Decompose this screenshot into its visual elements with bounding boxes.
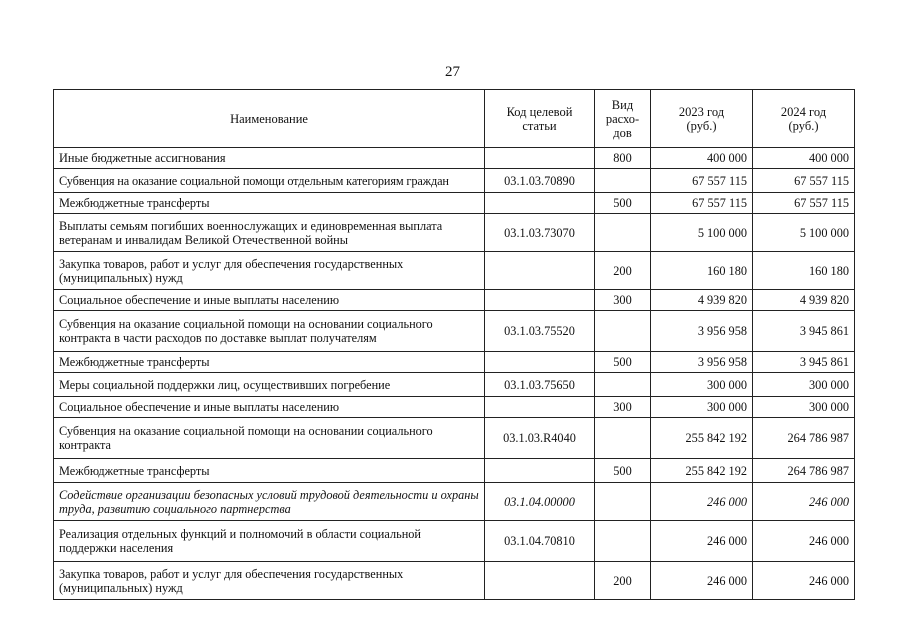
row-2023: 67 557 115 [651,169,753,193]
row-vid [595,311,651,352]
table-row [54,562,855,600]
row-code [485,290,595,311]
row-code: 03.1.03.73070 [485,214,595,252]
table-row [54,373,855,397]
row-vid [595,483,651,521]
row-2024: 67 557 115 [753,193,855,214]
row-code: 03.1.03.70890 [485,169,595,193]
row-name: Субвенция на оказание социальной помощи на основании социального контракта [54,418,485,459]
table-row [54,521,855,562]
row-2024: 3 945 861 [753,311,855,352]
row-vid [595,373,651,397]
row-vid: 200 [595,562,651,600]
row-2023: 3 956 958 [651,352,753,373]
row-vid: 300 [595,290,651,311]
row-name: Субвенция на оказание социальной помощи на основании социального контракта в части расходов по доставке выплат получателям [54,311,485,352]
row-2023: 160 180 [651,252,753,290]
table-row [54,214,855,252]
row-code [485,397,595,418]
header-name: Наименование [54,90,485,148]
row-2024: 160 180 [753,252,855,290]
row-vid [595,214,651,252]
table-row [54,290,855,311]
row-code [485,148,595,169]
row-vid [595,169,651,193]
row-2024: 264 786 987 [753,418,855,459]
row-2024: 300 000 [753,397,855,418]
row-vid: 200 [595,252,651,290]
row-2023: 300 000 [651,373,753,397]
row-2024: 264 786 987 [753,459,855,483]
row-2024: 67 557 115 [753,169,855,193]
row-name: Межбюджетные трансферты [54,193,485,214]
row-vid: 300 [595,397,651,418]
row-vid: 500 [595,459,651,483]
row-name: Закупка товаров, работ и услуг для обеспечения государственных (муниципальных) нужд [54,252,485,290]
row-name: Выплаты семьям погибших военнослужащих и единовременная выплата ветеранам и инвалидам Великой Отечественной войны [54,214,485,252]
table-row [54,148,855,169]
row-code [485,193,595,214]
row-2024: 246 000 [753,562,855,600]
row-2023: 5 100 000 [651,214,753,252]
table-row [54,169,855,193]
table-row [54,459,855,483]
row-2023: 255 842 192 [651,459,753,483]
header-code: Код целевой статьи [485,90,595,148]
row-code: 03.1.03.R4040 [485,418,595,459]
table-row [54,418,855,459]
row-code: 03.1.04.00000 [485,483,595,521]
row-name: Содействие организации безопасных условий трудовой деятельности и охраны труда, развитию социального партнерства [54,483,485,521]
row-name: Субвенция на оказание социальной помощи отдельным категориям граждан [54,169,485,193]
row-2023: 246 000 [651,521,753,562]
row-code [485,252,595,290]
header-2024: 2024 год (руб.) [753,90,855,148]
table-row [54,252,855,290]
row-2023: 400 000 [651,148,753,169]
header-2023: 2023 год (руб.) [651,90,753,148]
row-code [485,562,595,600]
row-name: Социальное обеспечение и иные выплаты населению [54,290,485,311]
table-row [54,483,855,521]
row-name: Реализация отдельных функций и полномочий в области социальной поддержки населения [54,521,485,562]
row-name: Иные бюджетные ассигнования [54,148,485,169]
row-vid: 500 [595,352,651,373]
row-2024: 246 000 [753,483,855,521]
row-name: Закупка товаров, работ и услуг для обеспечения государственных (муниципальных) нужд [54,562,485,600]
row-vid: 500 [595,193,651,214]
row-2023: 246 000 [651,562,753,600]
table-row [54,311,855,352]
table-row [54,193,855,214]
row-code: 03.1.04.70810 [485,521,595,562]
row-vid [595,418,651,459]
row-name: Межбюджетные трансферты [54,352,485,373]
row-2023: 3 956 958 [651,311,753,352]
row-2023: 4 939 820 [651,290,753,311]
row-vid: 800 [595,148,651,169]
row-2023: 300 000 [651,397,753,418]
table-row [54,352,855,373]
budget-table [53,89,855,600]
header-vid: Вид расхо- дов [595,90,651,148]
table-header-row [54,90,855,148]
row-2024: 300 000 [753,373,855,397]
row-vid [595,521,651,562]
row-2024: 400 000 [753,148,855,169]
row-2023: 67 557 115 [651,193,753,214]
row-2024: 4 939 820 [753,290,855,311]
row-code: 03.1.03.75520 [485,311,595,352]
row-code [485,352,595,373]
row-2024: 246 000 [753,521,855,562]
row-name: Межбюджетные трансферты [54,459,485,483]
row-name: Социальное обеспечение и иные выплаты населению [54,397,485,418]
page-number: 27 [445,64,460,80]
table-row [54,397,855,418]
row-code: 03.1.03.75650 [485,373,595,397]
row-2023: 246 000 [651,483,753,521]
row-2023: 255 842 192 [651,418,753,459]
row-code [485,459,595,483]
row-2024: 5 100 000 [753,214,855,252]
row-2024: 3 945 861 [753,352,855,373]
row-name: Меры социальной поддержки лиц, осуществивших погребение [54,373,485,397]
